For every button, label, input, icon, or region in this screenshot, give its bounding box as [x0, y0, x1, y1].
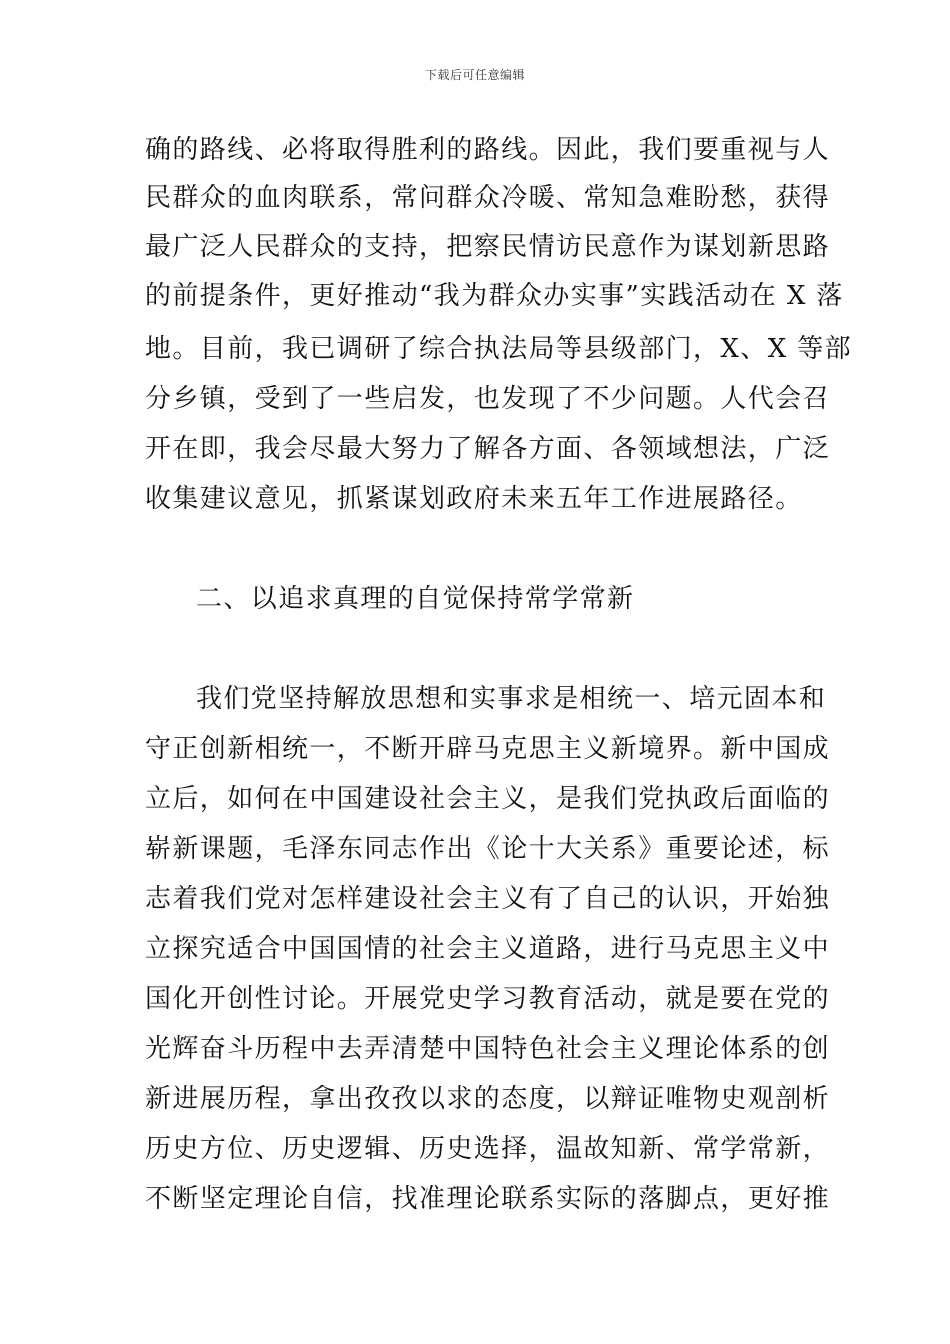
paragraph-line: 立后，如何在中国建设社会主义，是我们党执政后面临的	[145, 784, 831, 814]
paragraph-line: 立探究适合中国国情的社会主义道路，进行马克思主义中	[145, 934, 831, 964]
paragraph-line: 光辉奋斗历程中去弄清楚中国特色社会主义理论体系的创	[145, 1034, 831, 1064]
paragraph-line: 开在即，我会尽最大努力了解各方面、各领域想法，广泛	[145, 434, 831, 464]
paragraph-line: 志着我们党对怎样建设社会主义有了自己的认识，开始独	[145, 884, 831, 914]
paragraph-line: 新进展历程，拿出孜孜以求的态度，以辩证唯物史观剖析	[145, 1084, 831, 1114]
paragraph-line: 国化开创性讨论。开展党史学习教育活动，就是要在党的	[145, 984, 831, 1014]
paragraph-line: 分乡镇，受到了一些启发，也发现了不少问题。人代会召	[145, 384, 831, 414]
paragraph-line: 崭新课题，毛泽东同志作出《论十大关系》重要论述，标	[145, 834, 831, 864]
paragraph-line: 我们党坚持解放思想和实事求是相统一、培元固本和	[196, 684, 827, 714]
paragraph-line: 的前提条件，更好推动“我为群众办实事”实践活动在 X 落	[145, 281, 844, 311]
paragraph-line: 收集建议意见，抓紧谋划政府未来五年工作进展路径。	[145, 484, 803, 514]
paragraph-line: 确的路线、必将取得胜利的路线。因此，我们要重视与人	[145, 135, 831, 165]
paragraph-line: 守正创新相统一，不断开辟马克思主义新境界。新中国成	[145, 734, 831, 764]
paragraph-line: 地。目前，我已调研了综合执法局等县级部门，X、X 等部	[145, 334, 853, 364]
paragraph-line: 民群众的血肉联系，常问群众冷暖、常知急难盼愁，获得	[145, 183, 831, 213]
paragraph-line: 不断坚定理论自信，找准理论联系实际的落脚点，更好推	[145, 1184, 831, 1214]
paragraph-line: 最广泛人民群众的支持，把察民情访民意作为谋划新思路	[145, 232, 831, 262]
section-heading: 二、以追求真理的自觉保持常学常新	[196, 584, 635, 614]
paragraph-line: 历史方位、历史逻辑、历史选择，温故知新、常学常新，	[145, 1134, 831, 1164]
page-header: 下载后可任意编辑	[424, 68, 525, 82]
